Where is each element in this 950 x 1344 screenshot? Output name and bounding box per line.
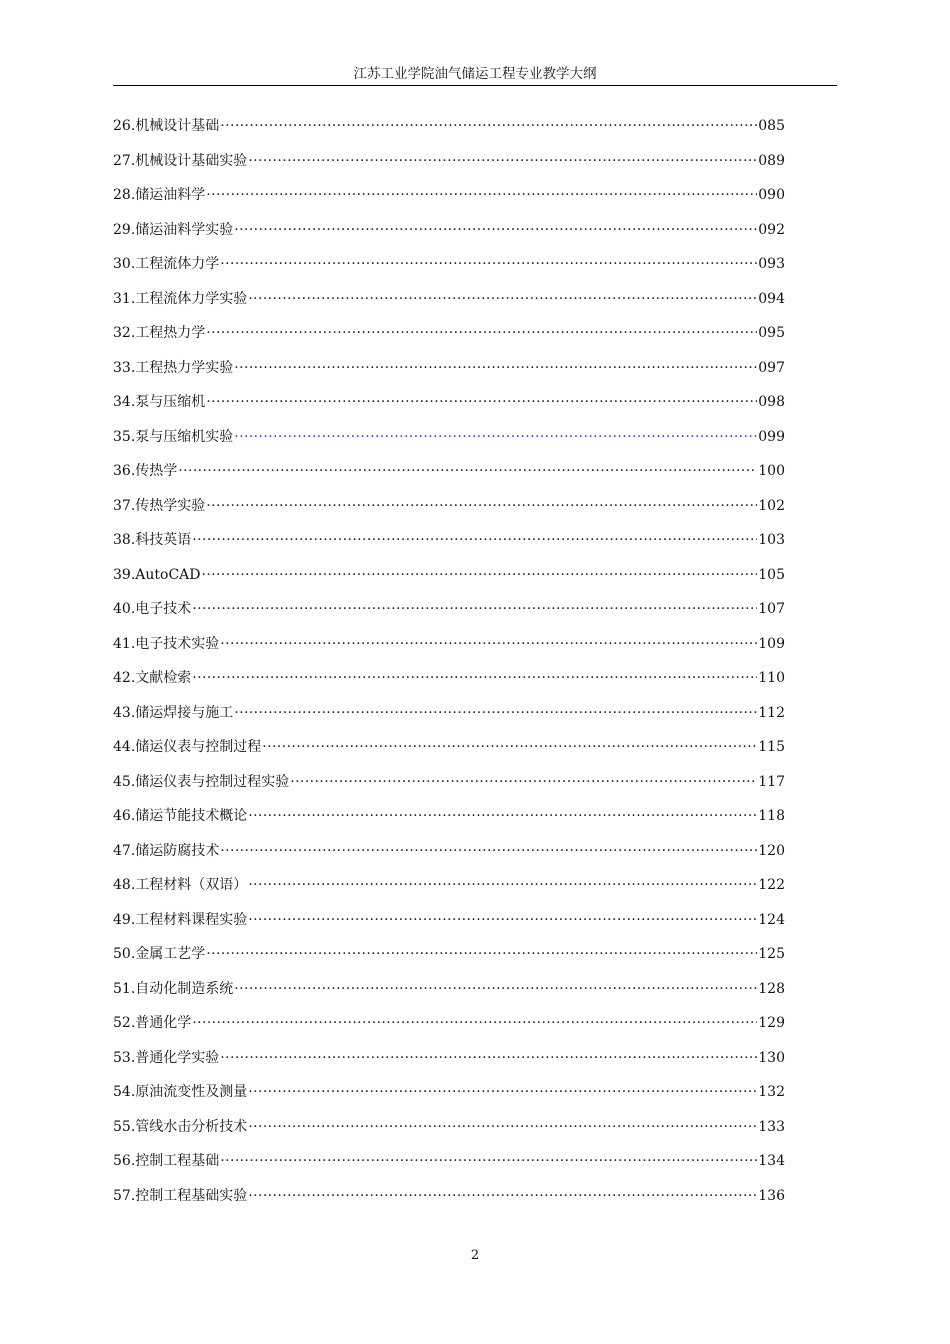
toc-dot-leader: [248, 288, 757, 310]
toc-entry-page: 102: [758, 497, 785, 514]
toc-entry-page: 133: [758, 1118, 785, 1135]
toc-entry-page: 128: [758, 980, 785, 997]
toc-entry[interactable]: [113, 909, 785, 944]
toc-entry-label: 54.原油流变性及测量: [113, 1084, 248, 1100]
toc-entry-page: 092: [758, 221, 785, 238]
toc-entry-label: 45.储运仪表与控制过程实验: [113, 773, 290, 790]
page-number: 2: [470, 1248, 480, 1263]
toc-entry-label: 46.储运节能技术概论: [113, 808, 248, 824]
toc-entry-label: 29.储运油料学实验: [113, 221, 234, 238]
toc-dot-leader: [206, 391, 757, 413]
toc-entry-page: 097: [758, 359, 785, 376]
toc-entry[interactable]: [113, 150, 785, 185]
toc-dot-leader: [220, 633, 757, 655]
toc-entry[interactable]: [113, 874, 785, 909]
toc-entry-label: 34.泵与压缩机: [113, 394, 206, 410]
toc-entry-page: 099: [758, 428, 785, 445]
toc-dot-leader: [234, 978, 757, 1000]
toc-entry-page: 094: [758, 290, 785, 307]
toc-dot-leader: [234, 702, 757, 724]
toc-entry-page: 093: [758, 256, 785, 272]
toc-entry-page: 124: [758, 911, 785, 928]
toc-entry-page: 112: [758, 704, 785, 721]
toc-dot-leader: [220, 1047, 757, 1069]
toc-entry[interactable]: [113, 736, 785, 771]
toc-dot-leader: [248, 874, 757, 896]
toc-entry-label: 26.机械设计基础: [113, 118, 220, 134]
toc-entry-label: 30.工程流体力学: [113, 256, 220, 272]
toc-entry-page: 107: [758, 601, 785, 617]
toc-entry-page: 085: [758, 118, 785, 134]
toc-entry-page: 105: [758, 566, 785, 583]
toc-entry-page: 117: [758, 773, 785, 790]
toc-entry[interactable]: [113, 771, 785, 806]
toc-dot-leader: [202, 564, 758, 586]
toc-dot-leader: [248, 1116, 757, 1138]
toc-entry-label: 41.电子技术实验: [113, 635, 220, 652]
toc-entry[interactable]: [113, 253, 785, 288]
toc-entry-label: 36.传热学: [113, 463, 178, 479]
toc-entry[interactable]: [113, 702, 785, 737]
toc-entry-page: 122: [758, 877, 785, 893]
toc-entry-page: 109: [758, 635, 785, 652]
toc-entry-page: 090: [758, 187, 785, 203]
toc-entry-label: 31.工程流体力学实验: [113, 290, 248, 307]
toc-entry-page: 095: [758, 325, 785, 341]
toc-entry-page: 120: [758, 842, 785, 859]
page-header-title: 江苏工业学院油气储运工程专业教学大纲: [353, 66, 597, 82]
toc-entry[interactable]: [113, 495, 785, 530]
toc-entry-page: 098: [758, 394, 785, 410]
toc-dot-leader: [192, 529, 757, 551]
toc-dot-leader: [234, 426, 757, 448]
toc-dot-leader: [206, 184, 757, 206]
toc-dot-leader: [234, 357, 757, 379]
toc-dot-leader: [220, 1150, 757, 1172]
toc-entry-label: 49.工程材料课程实验: [113, 911, 248, 928]
toc-dot-leader: [178, 460, 757, 482]
toc-dot-leader: [192, 598, 757, 620]
toc-entry[interactable]: [113, 460, 785, 495]
toc-entry-label: 56.控制工程基础: [113, 1153, 220, 1169]
toc-dot-leader: [220, 253, 757, 275]
toc-entry-page: 103: [758, 532, 785, 548]
toc-entry[interactable]: [113, 633, 785, 668]
toc-entry[interactable]: [113, 1047, 785, 1082]
toc-dot-leader: [248, 1081, 757, 1103]
toc-entry[interactable]: [113, 322, 785, 357]
toc-entry[interactable]: [113, 219, 785, 254]
toc-entry[interactable]: [113, 564, 785, 599]
toc-entry-label: 42.文献检索: [113, 670, 192, 686]
toc-dot-leader: [234, 219, 757, 241]
toc-entry[interactable]: [113, 357, 785, 392]
toc-entry-label: 33.工程热力学实验: [113, 359, 234, 376]
toc-entry[interactable]: [113, 1150, 785, 1185]
toc-dot-leader: [248, 1185, 757, 1207]
toc-dot-leader: [248, 805, 757, 827]
toc-dot-leader: [248, 150, 757, 172]
toc-entry[interactable]: [113, 667, 785, 702]
toc-dot-leader: [248, 909, 757, 931]
toc-entry-label: 37.传热学实验: [113, 497, 206, 514]
toc-entry[interactable]: [113, 840, 785, 875]
toc-entry[interactable]: [113, 426, 785, 461]
toc-entry-page: 130: [758, 1049, 785, 1066]
toc-entry[interactable]: [113, 978, 785, 1013]
toc-entry-page: 136: [758, 1187, 785, 1204]
toc-entry-label: 28.储运油料学: [113, 187, 206, 203]
toc-dot-leader: [220, 840, 757, 862]
toc-entry-page: 089: [758, 152, 785, 169]
toc-entry-label: 48.工程材料（双语）: [113, 877, 248, 893]
toc-entry-label: 32.工程热力学: [113, 325, 206, 341]
toc-entry-page: 129: [758, 1015, 785, 1031]
toc-entry-page: 132: [758, 1084, 785, 1100]
toc-dot-leader: [220, 115, 757, 137]
toc-dot-leader: [262, 736, 757, 758]
toc-entry[interactable]: [113, 529, 785, 564]
table-of-contents: [113, 115, 785, 1219]
toc-entry-label: 40.电子技术: [113, 601, 192, 617]
toc-entry[interactable]: [113, 1081, 785, 1116]
toc-entry-label: 43.储运焊接与施工: [113, 704, 234, 721]
toc-entry[interactable]: [113, 391, 785, 426]
toc-entry-page: 110: [758, 670, 785, 686]
toc-dot-leader: [206, 943, 757, 965]
toc-entry-label: 38.科技英语: [113, 532, 192, 548]
toc-entry[interactable]: [113, 1185, 785, 1220]
toc-dot-leader: [206, 322, 757, 344]
toc-entry[interactable]: [113, 943, 785, 978]
toc-entry-page: 100: [758, 463, 785, 479]
toc-entry[interactable]: [113, 1116, 785, 1151]
toc-entry-label: 50.金属工艺学: [113, 946, 206, 962]
toc-entry[interactable]: [113, 598, 785, 633]
toc-dot-leader: [206, 495, 757, 517]
toc-entry-label: 57.控制工程基础实验: [113, 1187, 248, 1204]
toc-entry-label: 27.机械设计基础实验: [113, 152, 248, 169]
header-rule: [113, 85, 837, 86]
toc-dot-leader: [192, 667, 757, 689]
toc-entry-label: 55.管线水击分析技术: [113, 1118, 248, 1135]
toc-entry-label: 47.储运防腐技术: [113, 842, 220, 859]
toc-entry[interactable]: [113, 288, 785, 323]
toc-dot-leader: [192, 1012, 757, 1034]
toc-entry[interactable]: [113, 115, 785, 150]
toc-entry-label: 44.储运仪表与控制过程: [113, 739, 262, 755]
toc-entry-label: 35.泵与压缩机实验: [113, 428, 234, 445]
toc-entry-page: 134: [758, 1153, 785, 1169]
toc-entry-label: 53.普通化学实验: [113, 1049, 220, 1066]
toc-entry-page: 125: [758, 946, 785, 962]
toc-entry[interactable]: [113, 805, 785, 840]
toc-entry-page: 115: [758, 739, 785, 755]
toc-entry[interactable]: [113, 1012, 785, 1047]
toc-entry-page: 118: [758, 808, 785, 824]
toc-entry-label: 39.AutoCAD: [113, 566, 201, 583]
toc-entry[interactable]: [113, 184, 785, 219]
toc-entry-label: 52.普通化学: [113, 1015, 192, 1031]
toc-entry-label: 51.自动化制造系统: [113, 980, 234, 997]
toc-dot-leader: [290, 771, 757, 793]
